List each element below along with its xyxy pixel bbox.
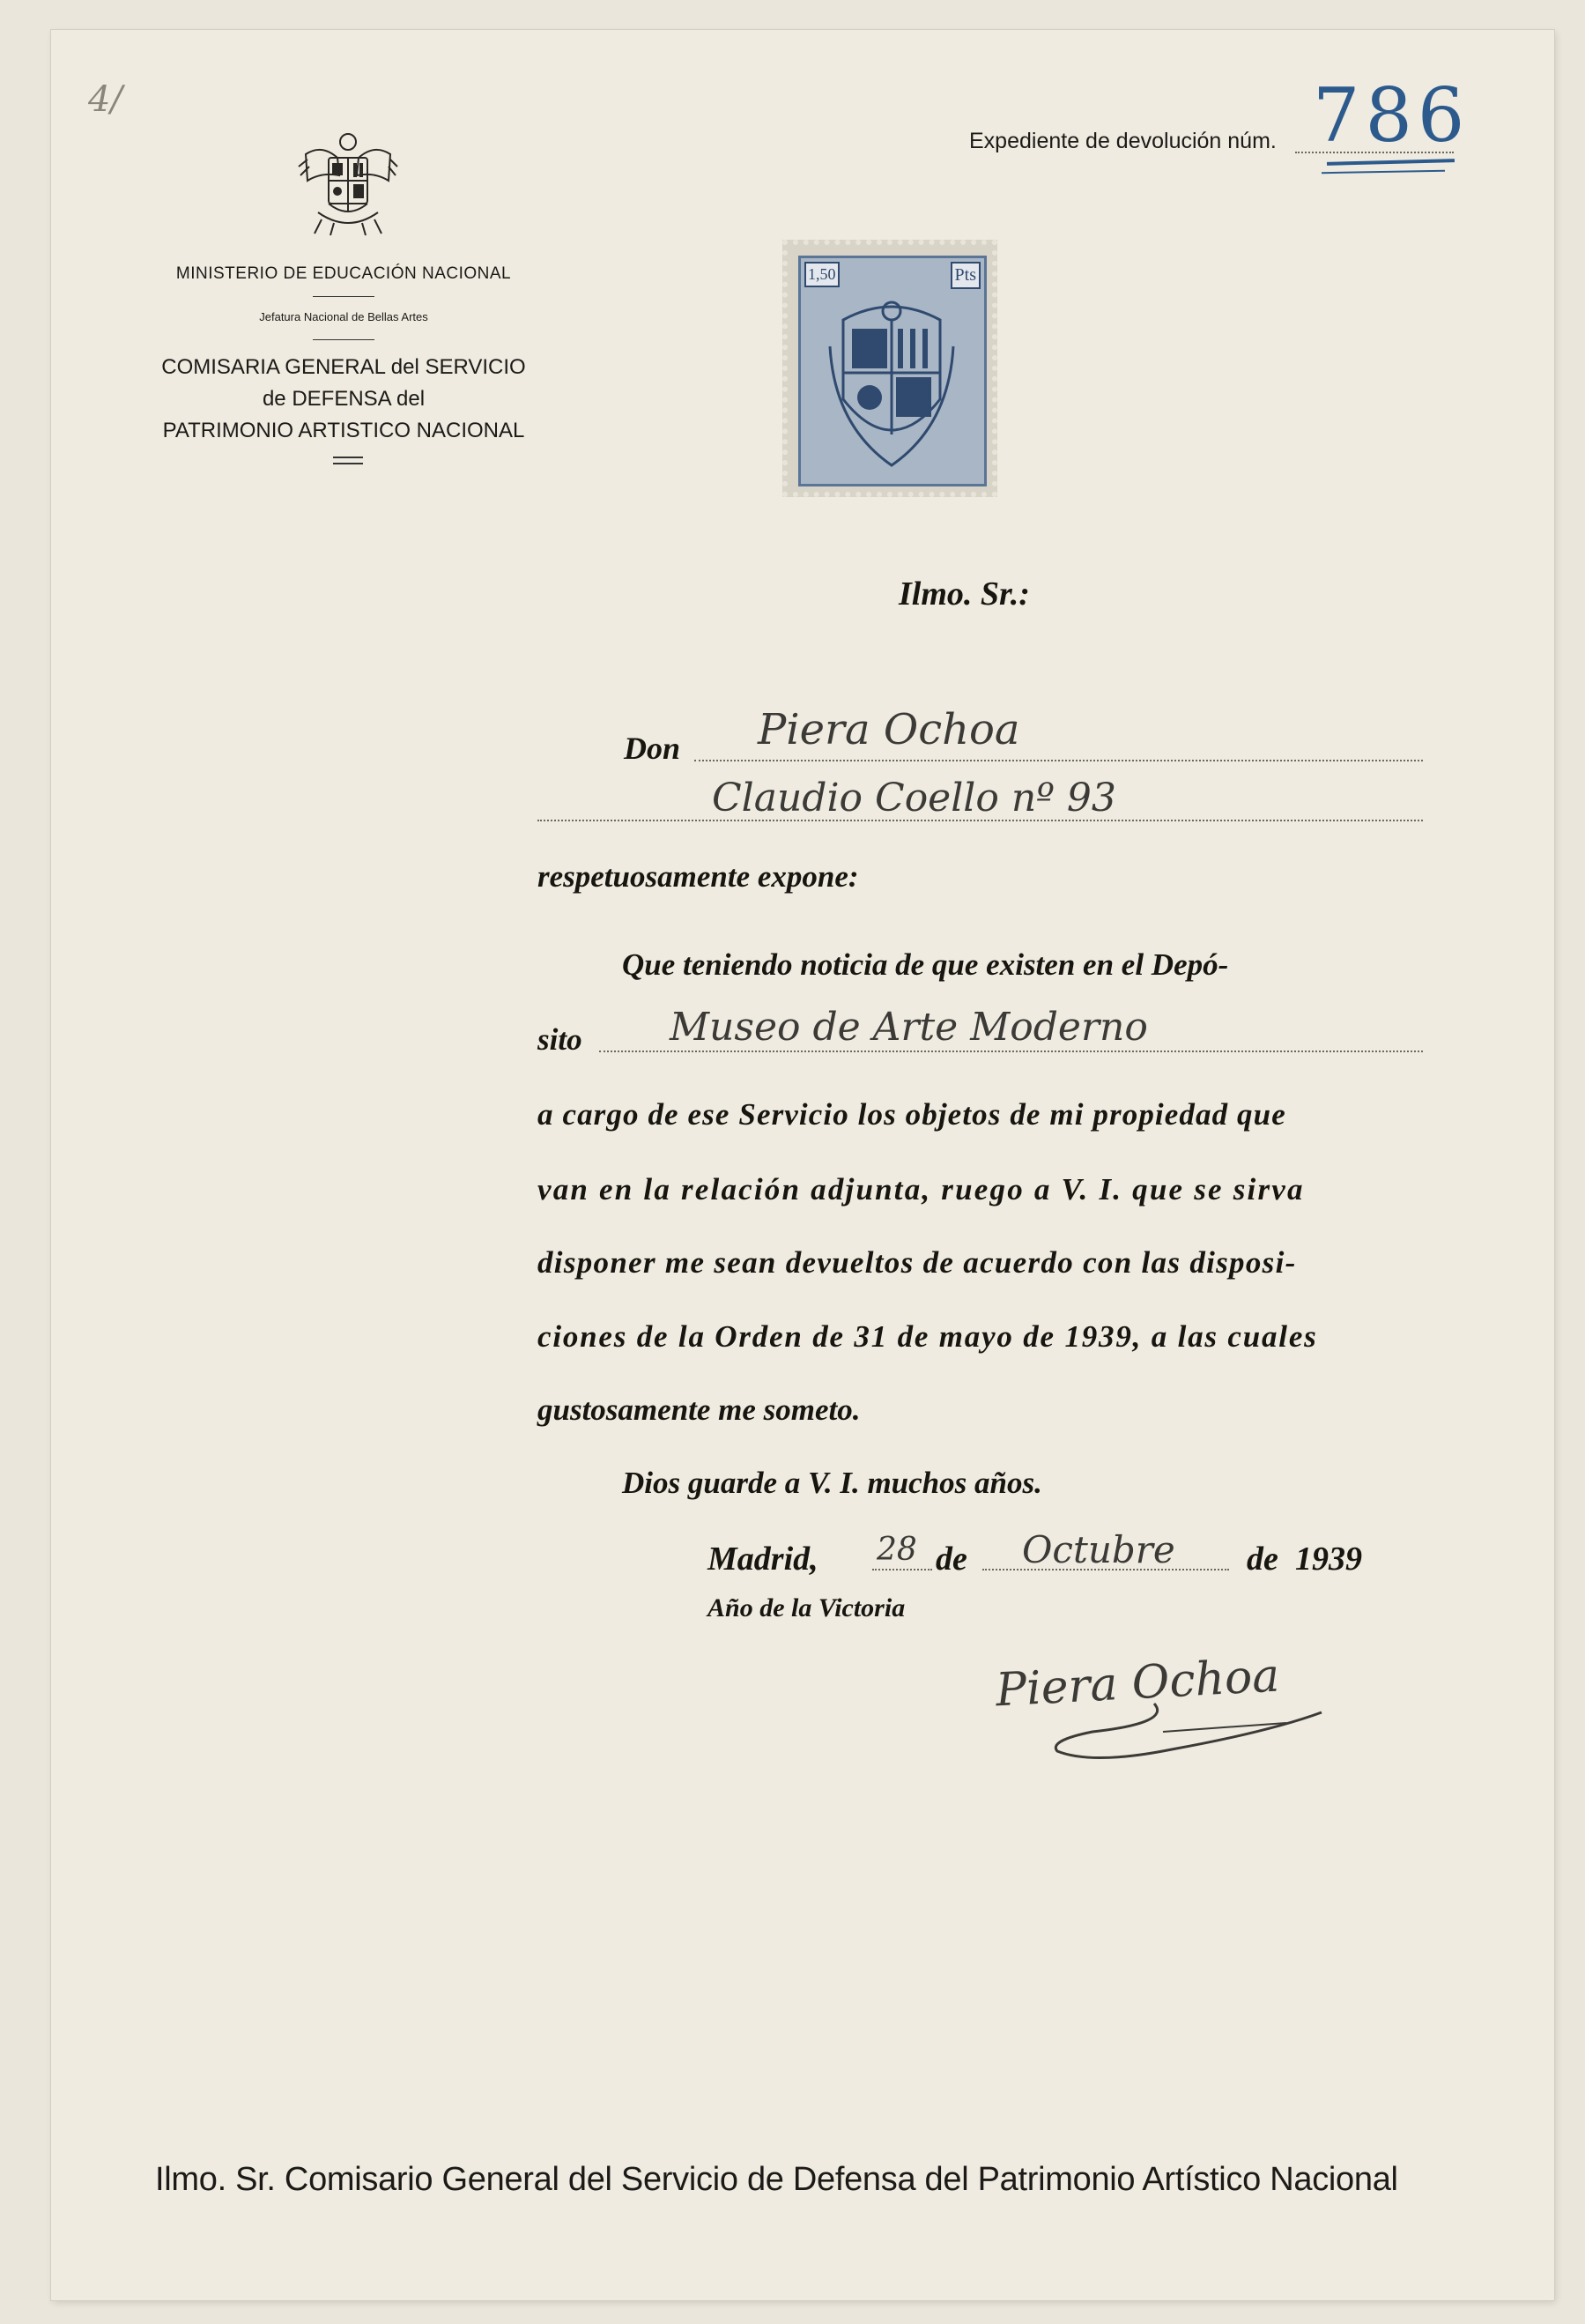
requester-name: Piera Ochoa — [758, 705, 1020, 754]
requester-address: Claudio Coello nº 93 — [712, 776, 1116, 820]
jefatura-title: Jefatura Nacional de Bellas Artes — [259, 310, 428, 323]
deposit-name: Museo de Arte Moderno — [670, 1005, 1148, 1050]
body-line-1: Que teniendo noticia de que existen en el Depó- — [622, 947, 1229, 982]
date-month: Octubre — [1022, 1528, 1175, 1571]
signature-flourish — [1040, 1697, 1330, 1767]
don-label: Don — [624, 731, 681, 766]
closing-text: Dios guarde a V. I. muchos años. — [622, 1466, 1042, 1500]
comisaria-line-2: de DEFENSA del — [262, 387, 426, 411]
date-city: Madrid, — [707, 1541, 818, 1578]
comisaria-line-3: PATRIMONIO ARTISTICO NACIONAL — [162, 419, 525, 442]
coat-of-arms-icon — [295, 128, 401, 241]
stamp-shield-icon — [826, 293, 958, 470]
stamp-value: 1,50 — [804, 262, 840, 287]
body-line-3: a cargo de ese Servicio los objetos de mi propiedad que — [537, 1097, 1286, 1132]
day-line — [872, 1569, 932, 1570]
deposit-line — [599, 1051, 1423, 1052]
name-line — [694, 760, 1423, 761]
date-de-2: de — [1247, 1541, 1278, 1578]
divider — [313, 339, 374, 340]
year-label: Año de la Victoria — [707, 1593, 906, 1622]
signature: Piera Ochoa — [994, 1649, 1281, 1718]
stamp-currency: Pts — [951, 262, 981, 289]
revenue-stamp — [782, 240, 997, 497]
body-line-7: gustosamente me someto. — [537, 1392, 861, 1427]
date-day: 28 — [877, 1532, 917, 1568]
expediente-number: 786 — [1313, 72, 1470, 159]
sito-label: sito — [537, 1022, 582, 1057]
body-line-5: disponer me sean devueltos de acuerdo con las disposi- — [537, 1245, 1297, 1280]
double-rule — [333, 457, 363, 464]
divider — [313, 296, 374, 297]
expediente-label: Expediente de devolución núm. — [969, 129, 1277, 153]
margin-pencil-mark: 4/ — [88, 79, 122, 120]
salutation: Ilmo. Sr.: — [899, 575, 1030, 613]
date-year: 1939 — [1295, 1541, 1362, 1578]
body-line-6: ciones de la Orden de 31 de mayo de 1939, a las cuales — [537, 1319, 1318, 1354]
footer-addressee: Ilmo. Sr. Comisario General del Servicio de Defensa del Patrimonio Artístico Nacional — [155, 2161, 1398, 2198]
body-line-4: van en la relación adjunta, ruego a V. I. que se sirva — [537, 1172, 1305, 1207]
ministry-title: MINISTERIO DE EDUCACIÓN NACIONAL — [175, 264, 512, 283]
expone-text: respetuosamente expone: — [537, 859, 859, 894]
comisaria-line-1: COMISARIA GENERAL del SERVICIO — [161, 355, 526, 379]
date-de-1: de — [936, 1541, 967, 1578]
